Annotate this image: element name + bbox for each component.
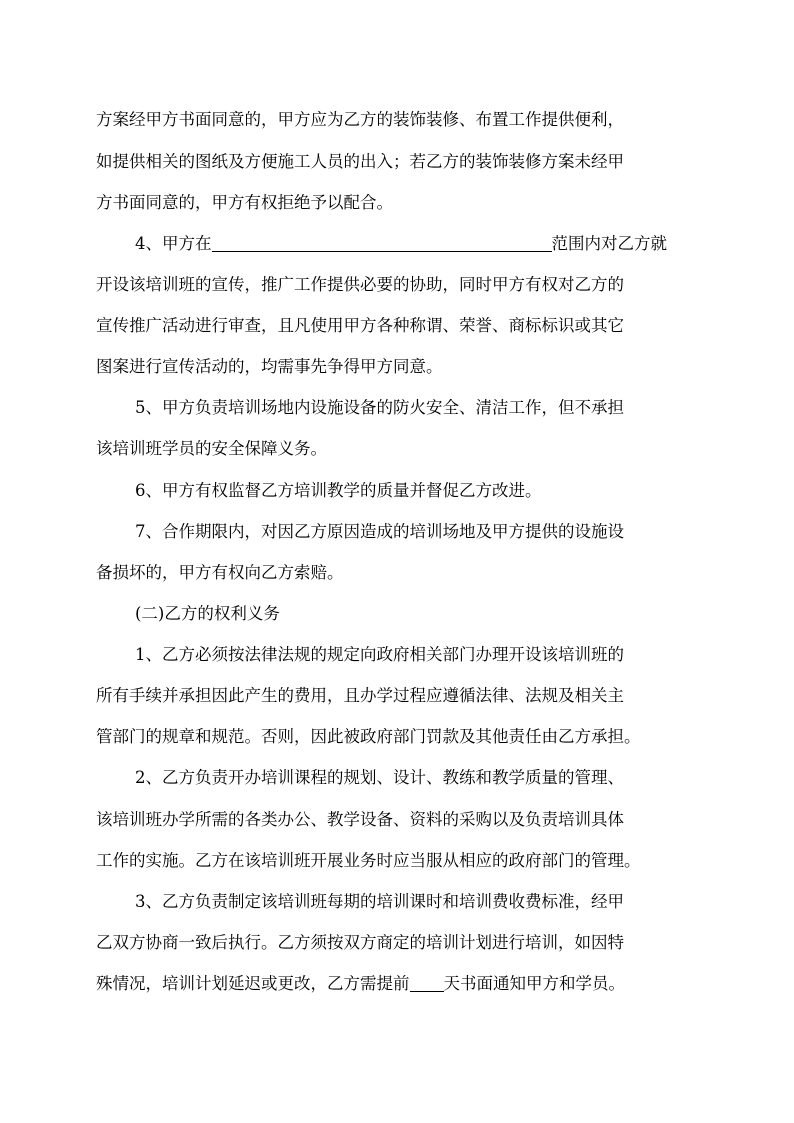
paragraph-line: 图案进行宣传活动的，均需事先争得甲方同意。 [96,357,443,376]
paragraph-line: 工作的实施。乙方在该培训班开展业务时应当服从相应的政府部门的管理。 [96,851,641,870]
paragraph-line: 该培训班学员的安全保障义务。 [96,439,327,458]
clause-3-start: 殊情况，培训计划延迟或更改，乙方需提前 [96,974,410,993]
clause-4-start: 4、甲方在 [135,234,212,253]
paragraph-line: 1、乙方必须按法律法规的规定向政府相关部门办理开设该培训班的 [135,645,624,664]
paragraph-line: 管部门的规章和规范。否则，因此被政府部门罚款及其他责任由乙方承担。 [96,727,641,746]
paragraph-line [96,972,625,996]
paragraph-line: 7、合作期限内，对因乙方原因造成的培训场地及甲方提供的设施设 [135,522,624,541]
paragraph-line: 3、乙方负责制定该培训班每期的培训课时和培训费收费标准，经甲 [135,892,624,911]
paragraph-line: 所有手续并承担因此产生的费用，且办学过程应遵循法律、法规及相关主 [96,686,624,705]
paragraph-line: 6、甲方有权监督乙方培训教学的质量并督促乙方改进。 [135,481,542,500]
paragraph-line: 5、甲方负责培训场地内设施设备的防火安全、清洁工作，但不承担 [135,398,624,417]
paragraph-line: 该培训班办学所需的各类办公、教学设备、资料的采购以及负责培训具体 [96,810,624,829]
paragraph-line: 如提供相关的图纸及方便施工人员的出入；若乙方的装饰装修方案未经甲 [96,152,624,171]
paragraph-line: 开设该培训班的宣传，推广工作提供必要的协助，同时甲方有权对乙方的 [96,275,624,294]
paragraph-line: 乙双方协商一致后执行。乙方须按双方商定的培训计划进行培训，如因特 [96,933,624,952]
section-heading: (二)乙方的权利义务 [135,604,280,623]
paragraph-line: 备损坏的，甲方有权向乙方索赔。 [96,563,344,582]
paragraph-line [135,232,667,256]
fill-in-blank[interactable] [410,973,444,992]
paragraph-line: 宣传推广活动进行审查，且凡使用甲方各种称谓、荣誉、商标标识或其它 [96,316,624,335]
clause-3-continued: 天书面通知甲方和学员。 [443,974,625,993]
paragraph-line: 2、乙方负责开办培训课程的规划、设计、教练和教学质量的管理、 [135,768,624,787]
paragraph-line: 方案经甲方书面同意的，甲方应为乙方的装饰装修、布置工作提供便利， [96,110,624,129]
clause-4-continued: 范围内对乙方就 [551,234,667,253]
fill-in-blank[interactable] [212,233,552,252]
paragraph-line: 方书面同意的，甲方有权拒绝予以配合。 [96,193,393,212]
